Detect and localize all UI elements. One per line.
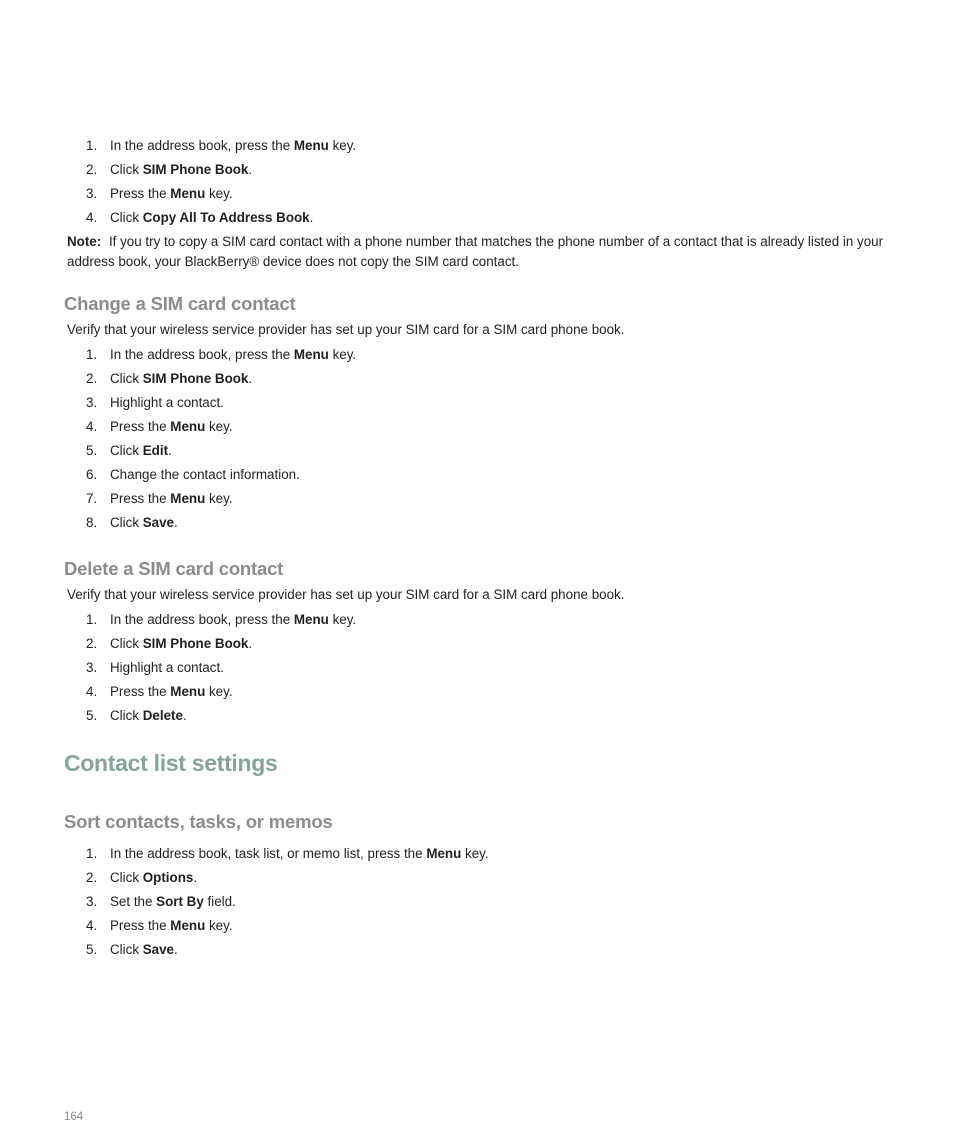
delete-steps-list bbox=[86, 608, 356, 728]
change-contact-heading: Change a SIM card contact bbox=[64, 293, 296, 314]
note-text: If you try to copy a SIM card contact with a phone number that matches the phone number of a contact that is already listed in your address book, your BlackBerry® device does not copy the SIM card contact. bbox=[67, 234, 884, 269]
step-text-end: key. bbox=[328, 138, 357, 153]
step-number: 1. bbox=[86, 846, 98, 861]
step-ui-term: SIM Phone Book bbox=[142, 636, 249, 651]
step-text: Press the bbox=[110, 491, 171, 506]
step-text-end: . bbox=[309, 210, 314, 225]
step-number: 1. bbox=[86, 138, 98, 153]
step-item bbox=[86, 866, 489, 890]
step-text: Click bbox=[110, 443, 143, 458]
step-text-end: key. bbox=[205, 684, 233, 699]
step-ui-term: Menu bbox=[170, 419, 206, 434]
step-text: Press the bbox=[110, 684, 171, 699]
step-number: 3. bbox=[86, 395, 98, 410]
step-text: In the address book, press the bbox=[110, 347, 294, 362]
step-number: 1. bbox=[86, 612, 98, 627]
step-number: 3. bbox=[86, 660, 98, 675]
step-text-end: key. bbox=[205, 918, 233, 933]
note bbox=[67, 232, 897, 271]
step-text-end: key. bbox=[328, 612, 357, 627]
step-text: Press the bbox=[110, 918, 171, 933]
step-item bbox=[86, 842, 489, 866]
chapter-title: Contact list settings bbox=[64, 750, 278, 776]
step-item bbox=[86, 511, 356, 535]
change-contact-intro: Verify that your wireless service provider has set up your SIM card for a SIM card phone book. bbox=[67, 322, 625, 337]
sort-steps-list bbox=[86, 842, 489, 962]
step-item bbox=[86, 182, 356, 206]
step-text: Click bbox=[110, 210, 143, 225]
step-number: 2. bbox=[86, 162, 98, 177]
step-text-end: . bbox=[248, 371, 253, 386]
step-text: Change the contact information. bbox=[110, 467, 300, 482]
step-ui-term: Options bbox=[142, 870, 194, 885]
step-ui-term: Sort By bbox=[156, 894, 204, 909]
step-item bbox=[86, 439, 356, 463]
step-text: Press the bbox=[110, 419, 171, 434]
step-text: In the address book, task list, or memo list, press the bbox=[110, 846, 427, 861]
step-item bbox=[86, 704, 356, 728]
step-text: Click bbox=[110, 708, 143, 723]
step-item bbox=[86, 206, 356, 230]
step-number: 4. bbox=[86, 419, 98, 434]
step-item bbox=[86, 890, 489, 914]
step-text: Click bbox=[110, 515, 143, 530]
step-ui-term: Menu bbox=[426, 846, 462, 861]
step-text: Press the bbox=[110, 186, 171, 201]
step-item bbox=[86, 487, 356, 511]
step-item bbox=[86, 415, 356, 439]
step-text-end: . bbox=[248, 162, 253, 177]
copy-steps-list bbox=[86, 134, 356, 230]
delete-contact-heading: Delete a SIM card contact bbox=[64, 558, 284, 579]
step-ui-term: SIM Phone Book bbox=[142, 371, 249, 386]
step-text: In the address book, press the bbox=[110, 612, 294, 627]
step-text: Set the bbox=[110, 894, 157, 909]
step-number: 2. bbox=[86, 636, 98, 651]
step-text-end: field. bbox=[203, 894, 236, 909]
step-text: Highlight a contact. bbox=[110, 660, 224, 675]
step-text: Click bbox=[110, 870, 143, 885]
step-text-end: . bbox=[168, 443, 172, 458]
step-text-end: key. bbox=[205, 491, 233, 506]
step-ui-term: Menu bbox=[170, 186, 206, 201]
step-number: 6. bbox=[86, 467, 98, 482]
step-text: Click bbox=[110, 636, 143, 651]
step-text-end: . bbox=[174, 515, 178, 530]
step-number: 7. bbox=[86, 491, 98, 506]
step-ui-term: Menu bbox=[293, 138, 329, 153]
sort-heading: Sort contacts, tasks, or memos bbox=[64, 811, 333, 832]
step-item bbox=[86, 656, 356, 680]
step-text-end: key. bbox=[205, 419, 233, 434]
step-ui-term: Delete bbox=[142, 708, 183, 723]
step-text: Click bbox=[110, 942, 143, 957]
step-text-end: key. bbox=[328, 347, 357, 362]
step-item bbox=[86, 608, 356, 632]
step-text-end: . bbox=[193, 870, 198, 885]
step-text-end: . bbox=[248, 636, 253, 651]
step-number: 4. bbox=[86, 210, 98, 225]
step-item bbox=[86, 632, 356, 656]
step-item bbox=[86, 938, 489, 962]
step-number: 8. bbox=[86, 515, 98, 530]
step-number: 5. bbox=[86, 942, 98, 957]
step-text: Click bbox=[110, 162, 143, 177]
step-text-end: . bbox=[182, 708, 187, 723]
step-item bbox=[86, 391, 356, 415]
step-number: 3. bbox=[86, 186, 98, 201]
step-text-end: key. bbox=[461, 846, 489, 861]
step-number: 5. bbox=[86, 443, 98, 458]
change-steps-list bbox=[86, 343, 356, 535]
step-ui-term: Menu bbox=[170, 918, 206, 933]
step-number: 3. bbox=[86, 894, 98, 909]
page-number: 164 bbox=[64, 1111, 84, 1123]
step-number: 4. bbox=[86, 684, 98, 699]
note-label: Note: bbox=[67, 234, 102, 249]
step-ui-term: Edit bbox=[142, 443, 169, 458]
step-ui-term: Copy All To Address Book bbox=[142, 210, 310, 225]
delete-contact-intro: Verify that your wireless service provider has set up your SIM card for a SIM card phone book. bbox=[67, 587, 625, 602]
step-item bbox=[86, 343, 356, 367]
step-text-end: . bbox=[174, 942, 178, 957]
step-ui-term: Menu bbox=[170, 491, 206, 506]
step-ui-term: Save bbox=[142, 942, 175, 957]
step-ui-term: Menu bbox=[293, 347, 329, 362]
step-number: 4. bbox=[86, 918, 98, 933]
step-item bbox=[86, 680, 356, 704]
step-item bbox=[86, 367, 356, 391]
step-number: 2. bbox=[86, 870, 98, 885]
step-item bbox=[86, 463, 356, 487]
step-ui-term: Menu bbox=[170, 684, 206, 699]
step-number: 2. bbox=[86, 371, 98, 386]
step-text: In the address book, press the bbox=[110, 138, 294, 153]
step-item bbox=[86, 134, 356, 158]
step-ui-term: Save bbox=[142, 515, 175, 530]
step-text: Click bbox=[110, 371, 143, 386]
step-ui-term: Menu bbox=[293, 612, 329, 627]
step-number: 5. bbox=[86, 708, 98, 723]
step-text: Highlight a contact. bbox=[110, 395, 224, 410]
step-item bbox=[86, 158, 356, 182]
step-text-end: key. bbox=[205, 186, 233, 201]
step-ui-term: SIM Phone Book bbox=[142, 162, 249, 177]
step-item bbox=[86, 914, 489, 938]
step-number: 1. bbox=[86, 347, 98, 362]
